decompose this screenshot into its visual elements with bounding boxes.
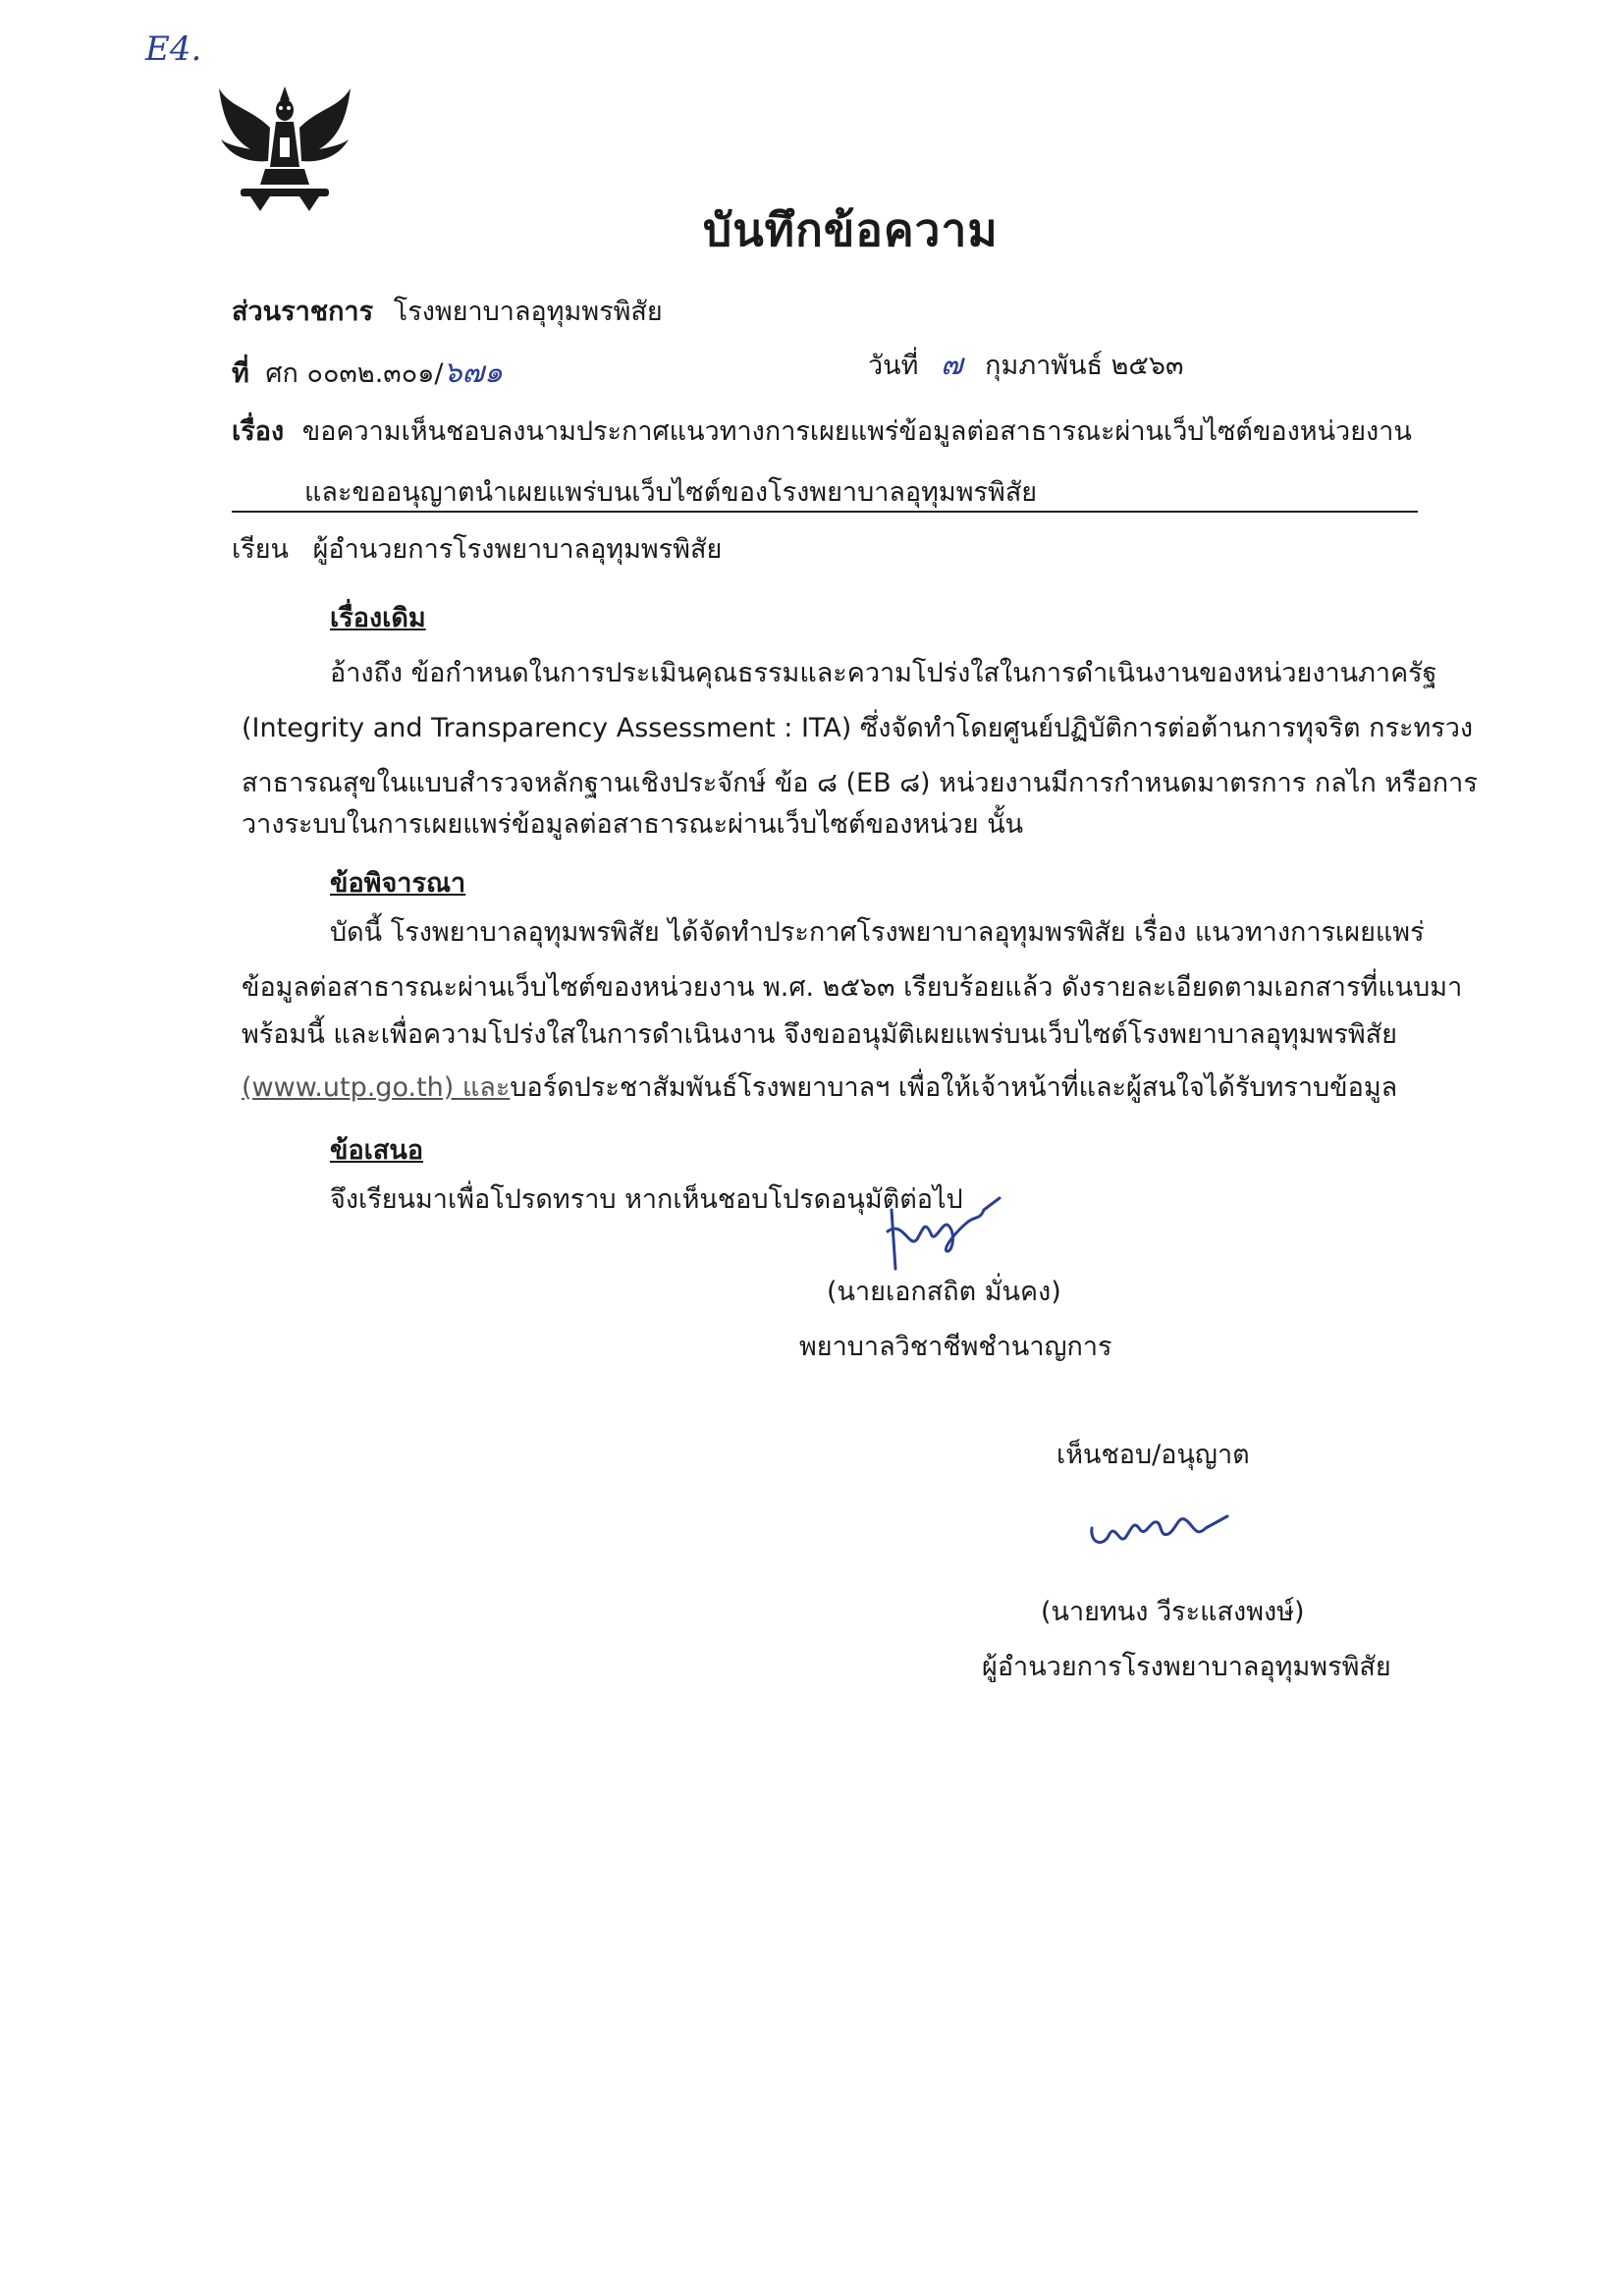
background-heading: เรื่องเดิม <box>330 603 426 633</box>
date-day: ๗ <box>941 348 963 382</box>
consideration-line-1: บัดนี้ โรงพยาบาลอุทุมพรพิสัย ได้จัดทำประกาศโรงพยาบาลอุทุมพรพิสัย เรื่อง แนวทางการเผยแพร่ <box>330 917 1425 948</box>
subject-row <box>232 414 1412 450</box>
consideration-heading: ข้อพิจารณา <box>330 868 466 899</box>
proposal-line: จึงเรียนมาเพื่อโปรดทราบ หากเห็นชอบโปรดอนุมัติต่อไป <box>330 1184 963 1215</box>
memo-title: บันทึกข้อความ <box>703 203 999 256</box>
proposal-heading: ข้อเสนอ <box>330 1135 424 1166</box>
date-row <box>868 348 1183 384</box>
reference-row <box>232 355 503 392</box>
date-rest: กุมภาพันธ์ ๒๕๖๓ <box>985 351 1184 381</box>
agency-value: โรงพยาบาลอุทุมพรพิสัย <box>393 297 663 327</box>
consideration-line-4-rest: บอร์ดประชาสัมพันธ์โรงพยาบาลฯ เพื่อให้เจ้าหน้าที่และผู้สนใจได้รับทราบข้อมูล <box>510 1072 1398 1103</box>
corner-note: E4. <box>145 29 202 69</box>
signer-1-name: (นายเอกสถิต มั่นคง) <box>827 1277 1061 1307</box>
background-line-4: วางระบบในการเผยแพร่ข้อมูลต่อสาธารณะผ่านเว็บไซต์ของหน่วย นั้น <box>242 809 1024 840</box>
reference-handwritten: ๖๗๑ <box>443 355 504 390</box>
salutation-row <box>232 532 722 568</box>
background-line-1: อ้างถึง ข้อกำหนดในการประเมินคุณธรรมและความโปร่งใสในการดำเนินงานของหน่วยงานภาครัฐ <box>330 658 1437 688</box>
subject-line-1: ขอความเห็นชอบลงนามประกาศแนวทางการเผยแพร่ข้อมูลต่อสาธารณะผ่านเว็บไซต์ของหน่วยงาน <box>301 416 1412 447</box>
agency-row <box>232 295 663 330</box>
header-divider <box>232 511 1418 513</box>
website-link[interactable]: (www.utp.go.th) และ <box>242 1072 511 1103</box>
garuda-emblem-icon <box>211 79 358 216</box>
date-label: วันที่ <box>868 351 919 381</box>
consideration-line-3: พร้อมนี้ และเพื่อความโปร่งใสในการดำเนินงาน จึงขออนุมัติเผยแพร่บนเว็บไซต์โรงพยาบาลอุทุมพรพิสัย <box>242 1019 1397 1050</box>
subject-label: เรื่อง <box>232 416 285 447</box>
salutation-label: เรียน <box>232 534 290 565</box>
subject-line-2: และขออนุญาตนำเผยแพร่บนเว็บไซต์ของโรงพยาบาลอุทุมพรพิสัย <box>304 477 1038 508</box>
reference-label: ที่ <box>232 358 249 389</box>
background-line-3: สาธารณสุขในแบบสำรวจหลักฐานเชิงประจักษ์ ข้อ ๘ (EB ๘) หน่วยงานมีการกำหนดมาตรการ กลไก หรือการ <box>242 768 1478 798</box>
consideration-line-4 <box>242 1070 1397 1106</box>
background-line-2: (Integrity and Transparency Assessment : ITA) ซึ่งจัดทำโดยศูนย์ปฏิบัติการต่อต้านการทุจริต กระทรวง <box>242 713 1474 743</box>
reference-value: ศก ๐๐๓๒.๓๐๑/ <box>265 358 444 389</box>
salutation-value: ผู้อำนวยการโรงพยาบาลอุทุมพรพิสัย <box>312 534 723 565</box>
approval-text: เห็นชอบ/อนุญาต <box>1056 1440 1250 1470</box>
consideration-line-2: ข้อมูลต่อสาธารณะผ่านเว็บไซต์ของหน่วยงาน พ.ศ. ๒๕๖๓ เรียบร้อยแล้ว ดังรายละเอียดตามเอกสารที่แนบมา <box>242 972 1463 1003</box>
signature-1-scribble <box>874 1190 1011 1279</box>
signer-2-position: ผู้อำนวยการโรงพยาบาลอุทุมพรพิสัย <box>982 1652 1391 1682</box>
signature-2-scribble <box>1080 1495 1237 1563</box>
agency-label: ส่วนราชการ <box>232 297 374 327</box>
signer-2-name: (นายทนง วีระแสงพงษ์) <box>1041 1597 1305 1627</box>
signer-1-position: พยาบาลวิชาชีพชำนาญการ <box>799 1332 1112 1362</box>
